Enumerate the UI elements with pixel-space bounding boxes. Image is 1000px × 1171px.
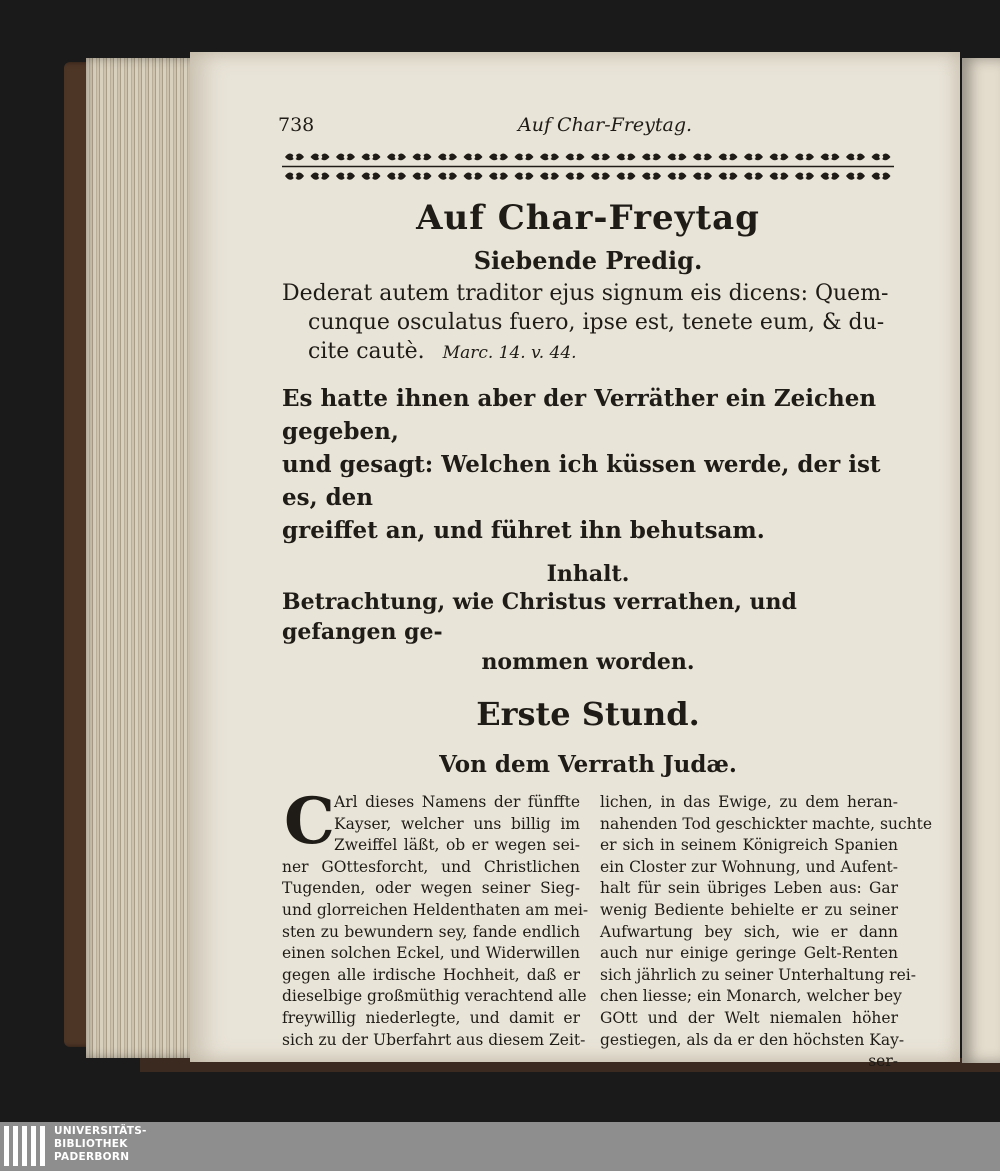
text-line: wenig Bediente behielte er zu seiner — [600, 900, 898, 919]
german-line: greiffet an, und führet ihn behutsam. — [282, 517, 765, 544]
latin-line-text: cite cautè. — [308, 339, 425, 364]
text-line: sich jährlich zu seiner Unterhaltung rei- — [600, 965, 916, 984]
german-quotation — [282, 382, 894, 547]
scripture-reference: Marc. 14. v. 44. — [442, 343, 577, 363]
running-head — [278, 108, 894, 140]
text-line: Arl dieses Namens der fünffte — [334, 793, 580, 811]
text-line: nahenden Tod geschickter machte, suchte — [600, 814, 933, 833]
text-line: dieselbige großmüthig verachtend alle — [282, 987, 587, 1006]
text-line: GOtt und der Welt niemalen höher — [600, 1008, 898, 1027]
text-line: sich zu der Uberfahrt aus diesem Zeit- — [282, 1030, 586, 1049]
body-text — [282, 784, 933, 1071]
sermon-subtitle: Siebende Predig. — [473, 246, 703, 275]
text-line: Zweiffel läßt, ob er wegen sei- — [334, 836, 580, 855]
text-line: Kayser, welcher uns billig im — [334, 814, 580, 833]
page-number: 738 — [278, 114, 315, 136]
catchword: ser- — [868, 1052, 898, 1071]
text-line: lichen, in das Ewige, zu dem heran- — [600, 793, 898, 811]
footer-bar — [0, 1122, 1000, 1171]
ornament-border — [282, 148, 894, 186]
library-name-line: PADERBORN — [54, 1151, 130, 1163]
text-line: halt für sein übriges Leben aus: Gar — [600, 879, 898, 898]
text-line: chen liesse; ein Monarch, welcher bey — [600, 987, 902, 1006]
german-line: Es hatte ihnen aber der Verräther ein Zeichen gegeben, — [282, 385, 877, 445]
inhalt-label: Inhalt. — [546, 561, 630, 587]
library-name-line: BIBLIOTHEK — [54, 1138, 128, 1150]
inhalt-text — [282, 587, 894, 677]
right-page-edge — [962, 58, 1000, 1063]
page-content — [278, 108, 933, 1071]
latin-quotation — [282, 279, 894, 368]
inhalt-line: Betrachtung, wie Christus verrathen, und gefangen ge- — [282, 589, 797, 645]
section-subheading: Von dem Verrath Judæ. — [439, 751, 737, 778]
text-line: gegen alle irdische Hochheit, daß er — [282, 965, 580, 984]
drop-cap: C — [284, 784, 335, 859]
inhalt-line: nommen worden. — [481, 649, 695, 675]
text-line: auch nur einige geringe Gelt-Renten — [600, 944, 898, 963]
library-name — [54, 1125, 147, 1164]
latin-line: Dederat autem traditor ejus signum eis dicens: Quem- — [282, 281, 889, 306]
text-line: freywillig niederlegte, und damit er — [282, 1008, 580, 1027]
running-title: Auf Char-Freytag. — [518, 114, 693, 136]
text-line: er sich in seinem Königreich Spanien — [600, 836, 898, 855]
text-line: ner GOttesforcht, und Christlichen — [282, 857, 580, 876]
german-line: und gesagt: Welchen ich küssen werde, der ist es, den — [282, 451, 881, 511]
page-edges — [86, 58, 198, 1058]
right-column — [600, 792, 933, 1073]
text-line: sten zu bewundern sey, fande endlich — [282, 922, 580, 941]
text-line: gestiegen, als da er den höchsten Kay- — [600, 1030, 905, 1049]
ornament-border-icon — [282, 148, 894, 186]
library-name-line: UNIVERSITÄTS- — [54, 1125, 147, 1137]
left-column — [282, 784, 589, 1051]
text-line: und glorreichen Heldenthaten am mei- — [282, 900, 589, 919]
sermon-title: Auf Char-Freytag — [416, 198, 760, 238]
library-logo-icon — [4, 1126, 46, 1166]
section-heading: Erste Stund. — [476, 695, 700, 733]
text-line: Tugenden, oder wegen seiner Sieg- — [282, 879, 580, 898]
text-line: einen solchen Eckel, und Widerwillen — [282, 944, 580, 963]
text-line: ein Closter zur Wohnung, und Aufent- — [600, 857, 898, 876]
latin-line — [282, 337, 894, 368]
latin-line: cunque osculatus fuero, ipse est, tenete eum, & du- — [308, 310, 885, 335]
text-line: Aufwartung bey sich, wie er dann — [600, 922, 898, 941]
